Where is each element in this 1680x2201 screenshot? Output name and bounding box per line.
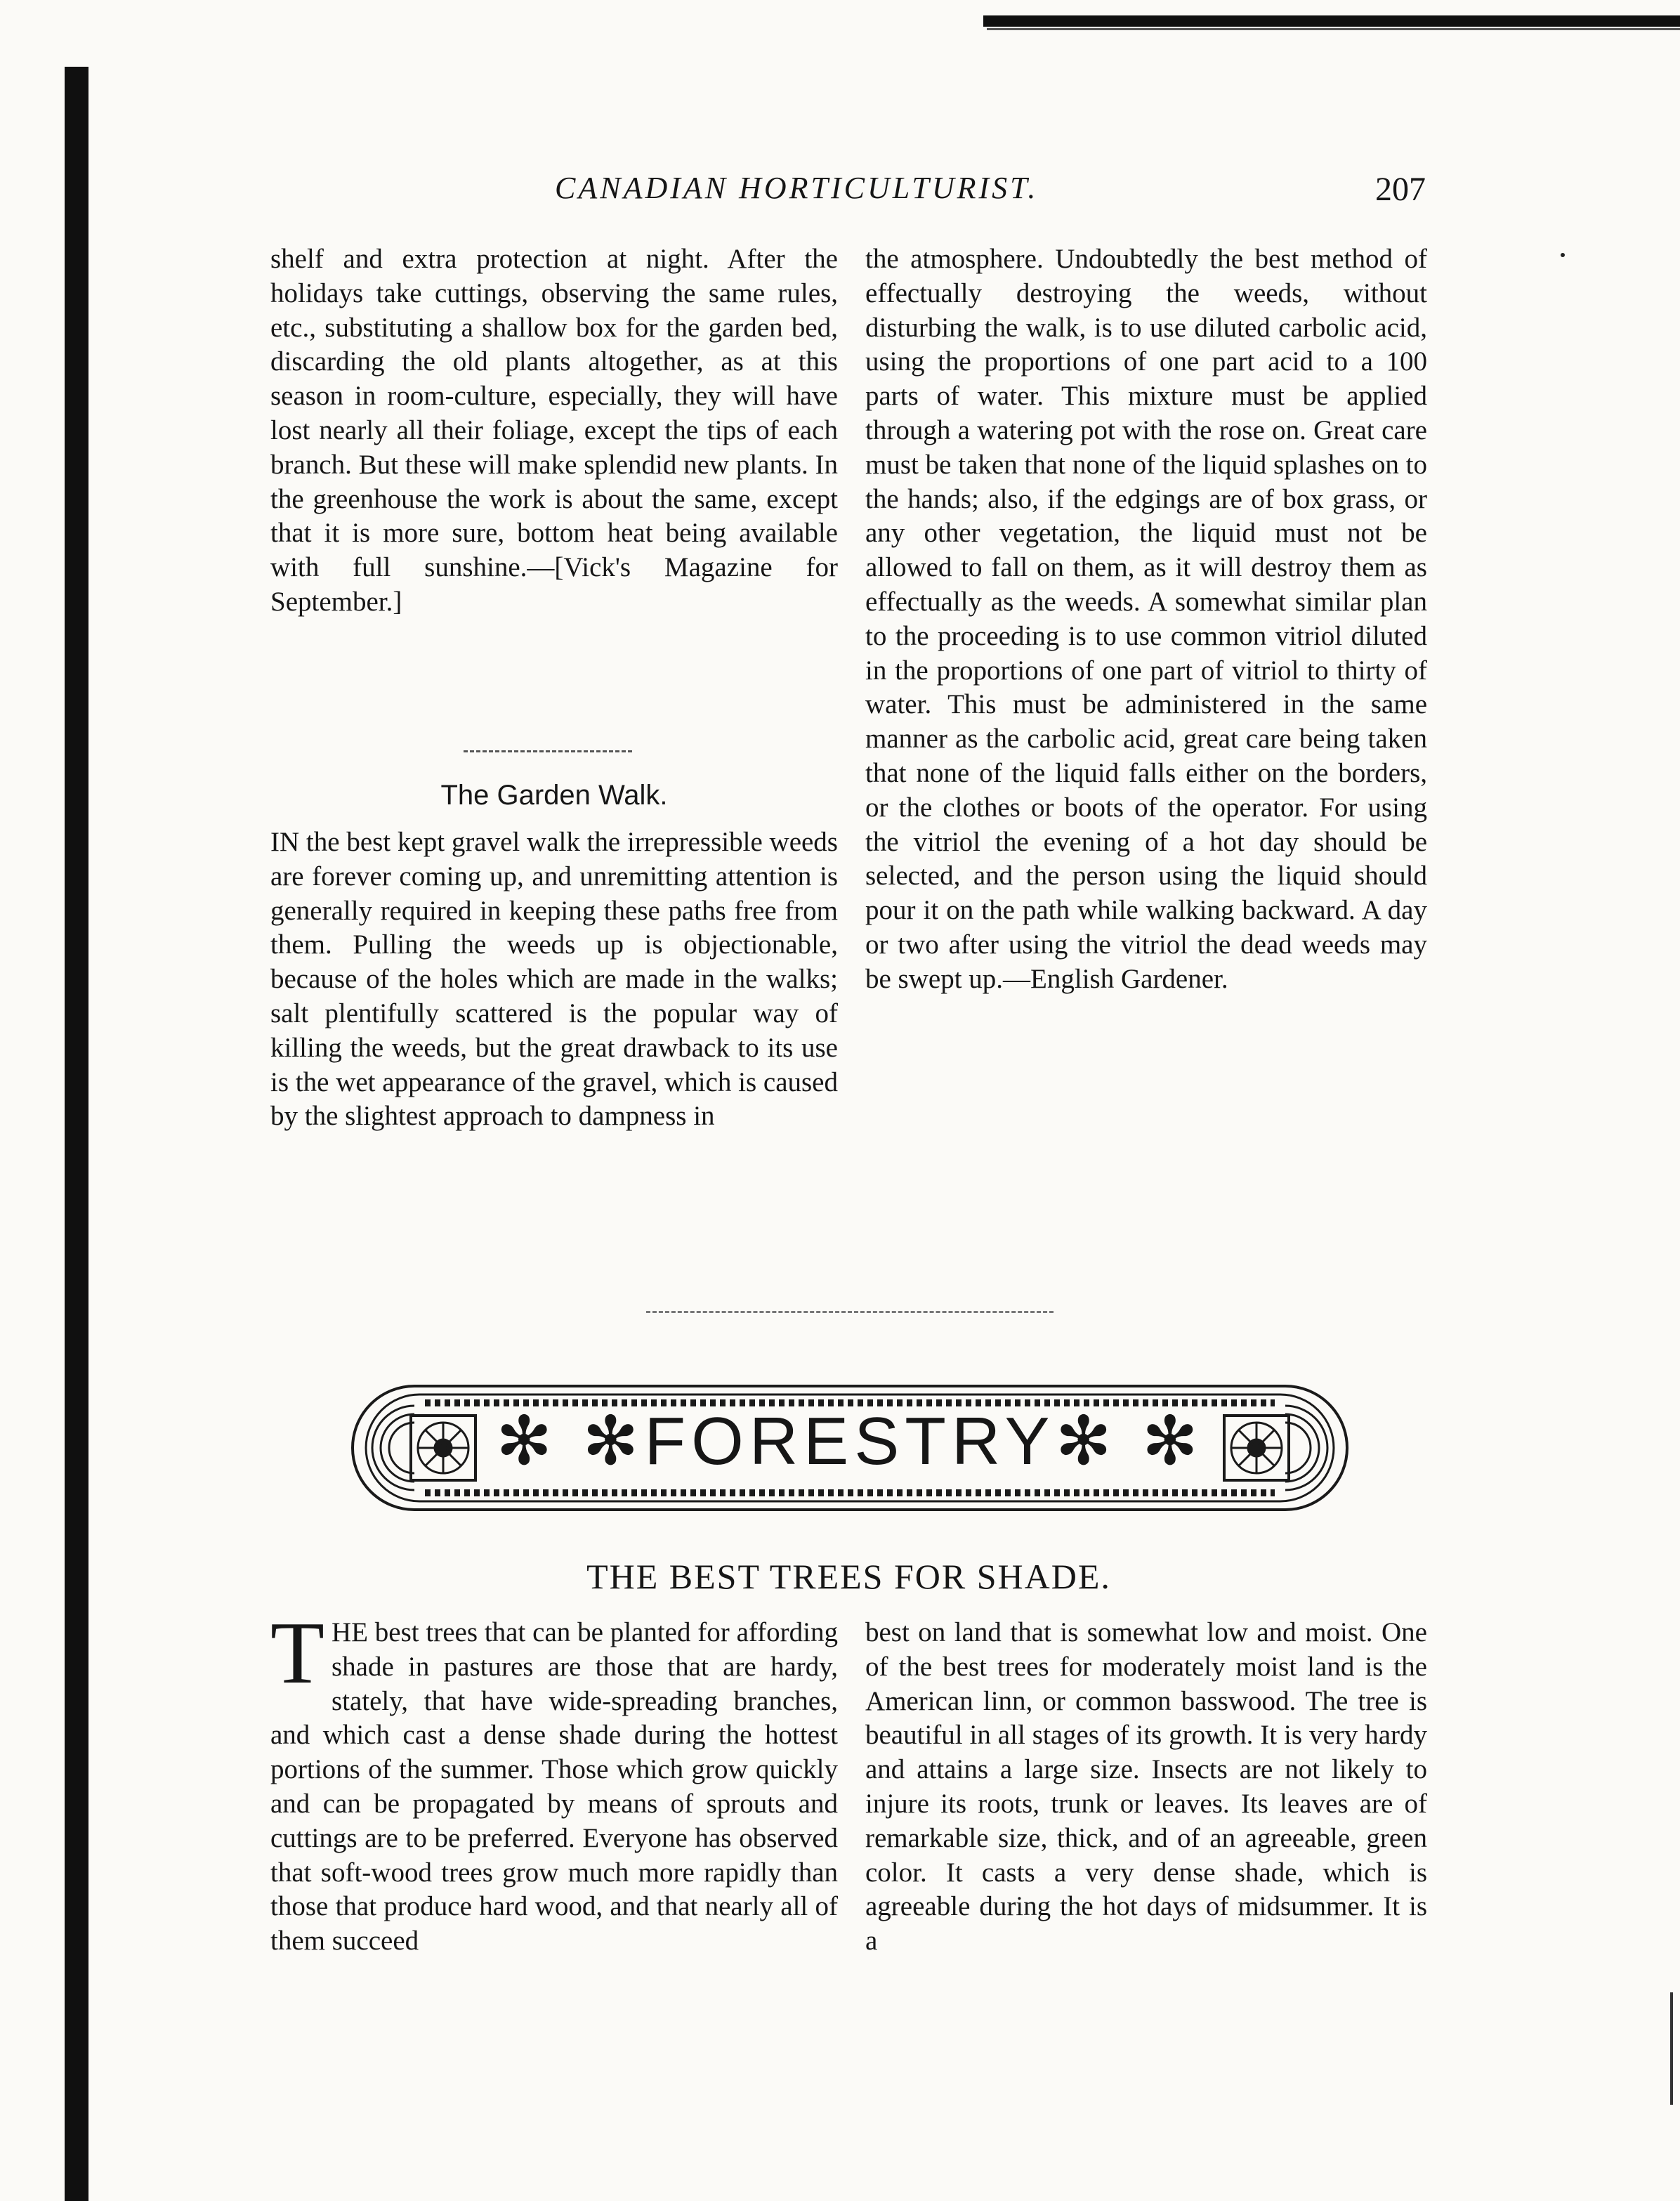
- page-number: 207: [1375, 171, 1426, 208]
- paragraph: best on land that is somewhat low and moist. One of the best trees for moderately moist land is the American linn, or common basswood. The tree is beautiful in all stages of its growth. It is very hardy and attains a large size. Insects are not likely to injure its roots, trunk or leaves. Its leaves are of remarkable size, thick, and of an agreeable, green color. It casts a very dense shade, which is agreeable during the hot days of midsummer. It is a: [865, 1617, 1427, 1957]
- top-rule-thin: [987, 28, 1680, 30]
- paragraph: the atmosphere. Undoubtedly the best method of effectually destroying the weeds, without disturbing the walk, is to use diluted carbolic acid, using the proportions of one part acid to a 100 parts of water. This mixture must be applied through a watering pot with the rose on. Great care must be taken that none of the liquid splashes on to the hands; also, if the edgings are of box grass, or any other vegetation, the liquid must not be allowed to fall on them, as it will destroy them as effectually as the weeds. A somewhat similar plan to the proceeding is to use common vitriol diluted in the proportions of one part of vitriol to thirty of water. This must be administered in the same manner as the carbolic acid, great care being taken that none of the liquid falls either on the borders, or the clothes or boots of the operator. For using the vitriol the evening of a hot day should be selected, and the person using the liquid should pour it on the path while walking backward. A day or two after using the vitriol the dead weeds may be swept up.—English Gardener.: [865, 244, 1427, 994]
- article-heading: The Garden Walk.: [440, 780, 668, 811]
- shade-trees-left-column: [270, 1605, 838, 1959]
- article-separator: [464, 750, 632, 755]
- margin-mark: [1670, 1992, 1673, 2105]
- paragraph: [270, 1605, 838, 1959]
- top-rule: [983, 15, 1680, 27]
- paragraph: IN the best kept gravel walk the irrepressible weeds are forever coming up, and unremitting attention is generally required in keeping these paths free from them. Pulling the weeds up is objectionable, because of the holes which are made in the walks; salt plentifully scattered is the popular way of killing the weeds, but the great drawback to its use is the wet appearance of the gravel, which is caused by the slightest approach to dampness in: [270, 827, 838, 1132]
- binding-edge: [65, 67, 88, 2201]
- garden-walk-right-column: [865, 242, 1427, 997]
- banner-title: ✻ ✻FORESTRY✻ ✻: [495, 1404, 1205, 1479]
- previous-article-continuation: [270, 242, 838, 620]
- margin-speck: [1561, 253, 1565, 257]
- section-separator: [646, 1311, 1054, 1315]
- forestry-banner: [341, 1373, 1359, 1521]
- drop-cap: T: [270, 1605, 324, 1702]
- paragraph: shelf and extra protection at night. After the holidays take cuttings, observing the same rules, etc., substituting a shallow box for the garden bed, discarding the old plants altogether, as at this season in room-culture, especially, they will have lost nearly all their foliage, except the tips of each branch. But these will make splendid new plants. In the greenhouse the work is about the same, except that it is more sure, bottom heat being available with full sunshine.—[Vick's Magazine for September.]: [270, 244, 838, 617]
- garden-walk-left-column: [270, 825, 838, 1134]
- section-title: THE BEST TREES FOR SHADE.: [586, 1557, 1111, 1596]
- running-title: CANADIAN HORTICULTURIST.: [555, 171, 1039, 205]
- paragraph-text: HE best trees that can be planted for affording shade in pastures are those that are hardy, stately, that have wide-spreading branches, and which cast a dense shade during the hottest portions of the summer. Those which grow quickly and can be propagated by means of sprouts and cuttings are to be preferred. Everyone has observed that soft-wood trees grow much more rapidly than those that produce hard wood, and that nearly all of them succeed: [270, 1617, 838, 1957]
- shade-trees-right-column: [865, 1616, 1427, 1959]
- page-header: [267, 170, 1426, 212]
